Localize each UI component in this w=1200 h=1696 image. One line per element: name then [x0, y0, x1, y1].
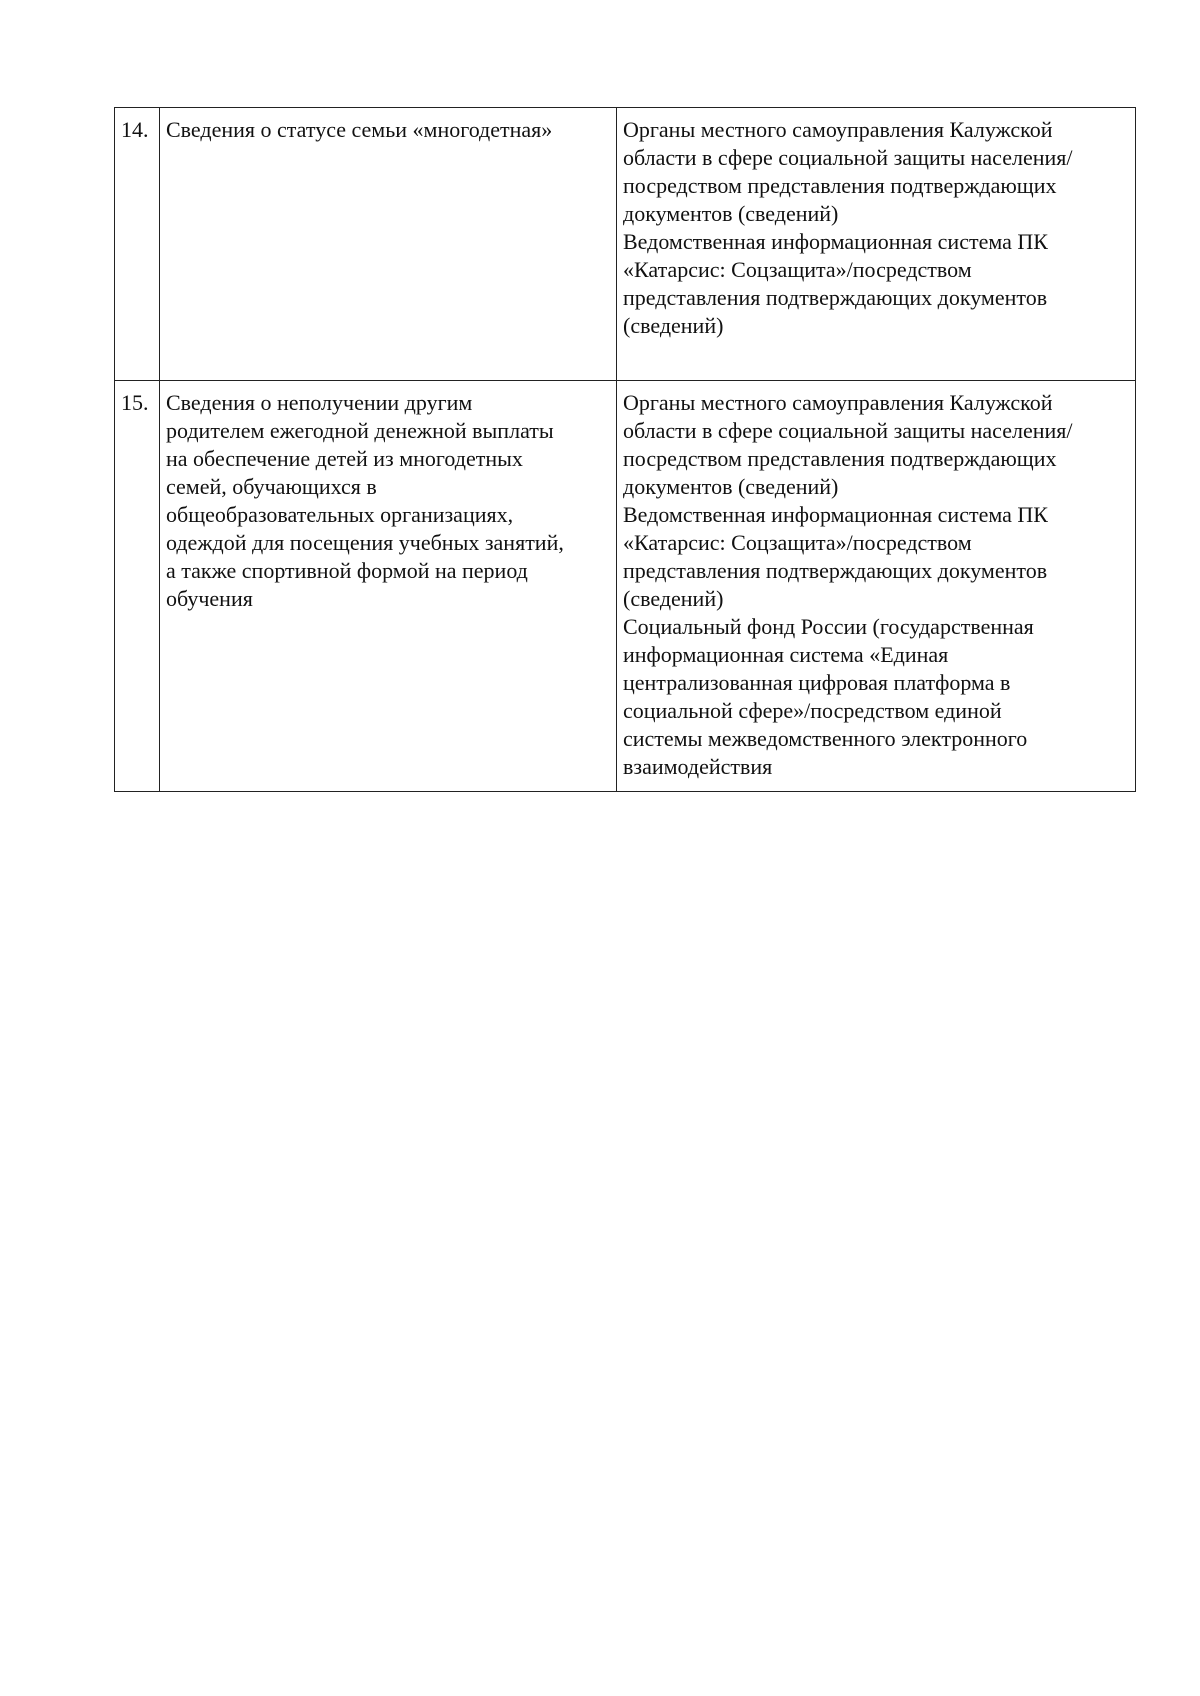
info-line: обучения	[166, 586, 253, 611]
row-number: 15.	[115, 381, 160, 792]
info-line: родителем ежегодной денежной выплаты	[166, 418, 554, 443]
info-line: а также спортивной формой на период	[166, 558, 528, 583]
info-line: на обеспечение детей из многодетных	[166, 446, 523, 471]
source-line: (сведений)	[623, 313, 724, 338]
info-line: Сведения о статусе семьи «многодетная»	[166, 117, 553, 142]
source-line: посредством представления подтверждающих	[623, 173, 1057, 198]
source-line: представления подтверждающих документов	[623, 285, 1048, 310]
source-line: Ведомственная информационная система ПК	[623, 229, 1048, 254]
source-line: представления подтверждающих документов	[623, 558, 1048, 583]
info-line: одеждой для посещения учебных занятий,	[166, 530, 564, 555]
source-line: Ведомственная информационная система ПК	[623, 502, 1048, 527]
source-line: документов (сведений)	[623, 474, 839, 499]
row-number: 14.	[115, 108, 160, 381]
table-row	[115, 381, 1136, 792]
source-line: «Катарсис: Соцзащита»/посредством	[623, 530, 972, 555]
data-sources-table	[114, 107, 1136, 792]
source-line: централизованная цифровая платформа в	[623, 670, 1011, 695]
source-line: системы межведомственного электронного	[623, 726, 1028, 751]
source-line: области в сфере социальной защиты населения/	[623, 418, 1073, 443]
source-line: документов (сведений)	[623, 201, 839, 226]
source-line: Социальный фонд России (государственная	[623, 614, 1034, 639]
info-cell	[160, 381, 617, 792]
source-line: взаимодействия	[623, 754, 773, 779]
source-line: социальной сфере»/посредством единой	[623, 698, 1002, 723]
source-line: посредством представления подтверждающих	[623, 446, 1057, 471]
source-line: области в сфере социальной защиты населения/	[623, 145, 1073, 170]
info-cell	[160, 108, 617, 381]
source-line: «Катарсис: Соцзащита»/посредством	[623, 257, 972, 282]
source-line: Органы местного самоуправления Калужской	[623, 117, 1053, 142]
source-line: (сведений)	[623, 586, 724, 611]
info-line: Сведения о неполучении другим	[166, 390, 473, 415]
info-line: общеобразовательных организациях,	[166, 502, 514, 527]
source-line: Органы местного самоуправления Калужской	[623, 390, 1053, 415]
info-line: семей, обучающихся в	[166, 474, 377, 499]
source-line: информационная система «Единая	[623, 642, 949, 667]
source-cell	[617, 381, 1136, 792]
table-row	[115, 108, 1136, 381]
source-cell	[617, 108, 1136, 381]
